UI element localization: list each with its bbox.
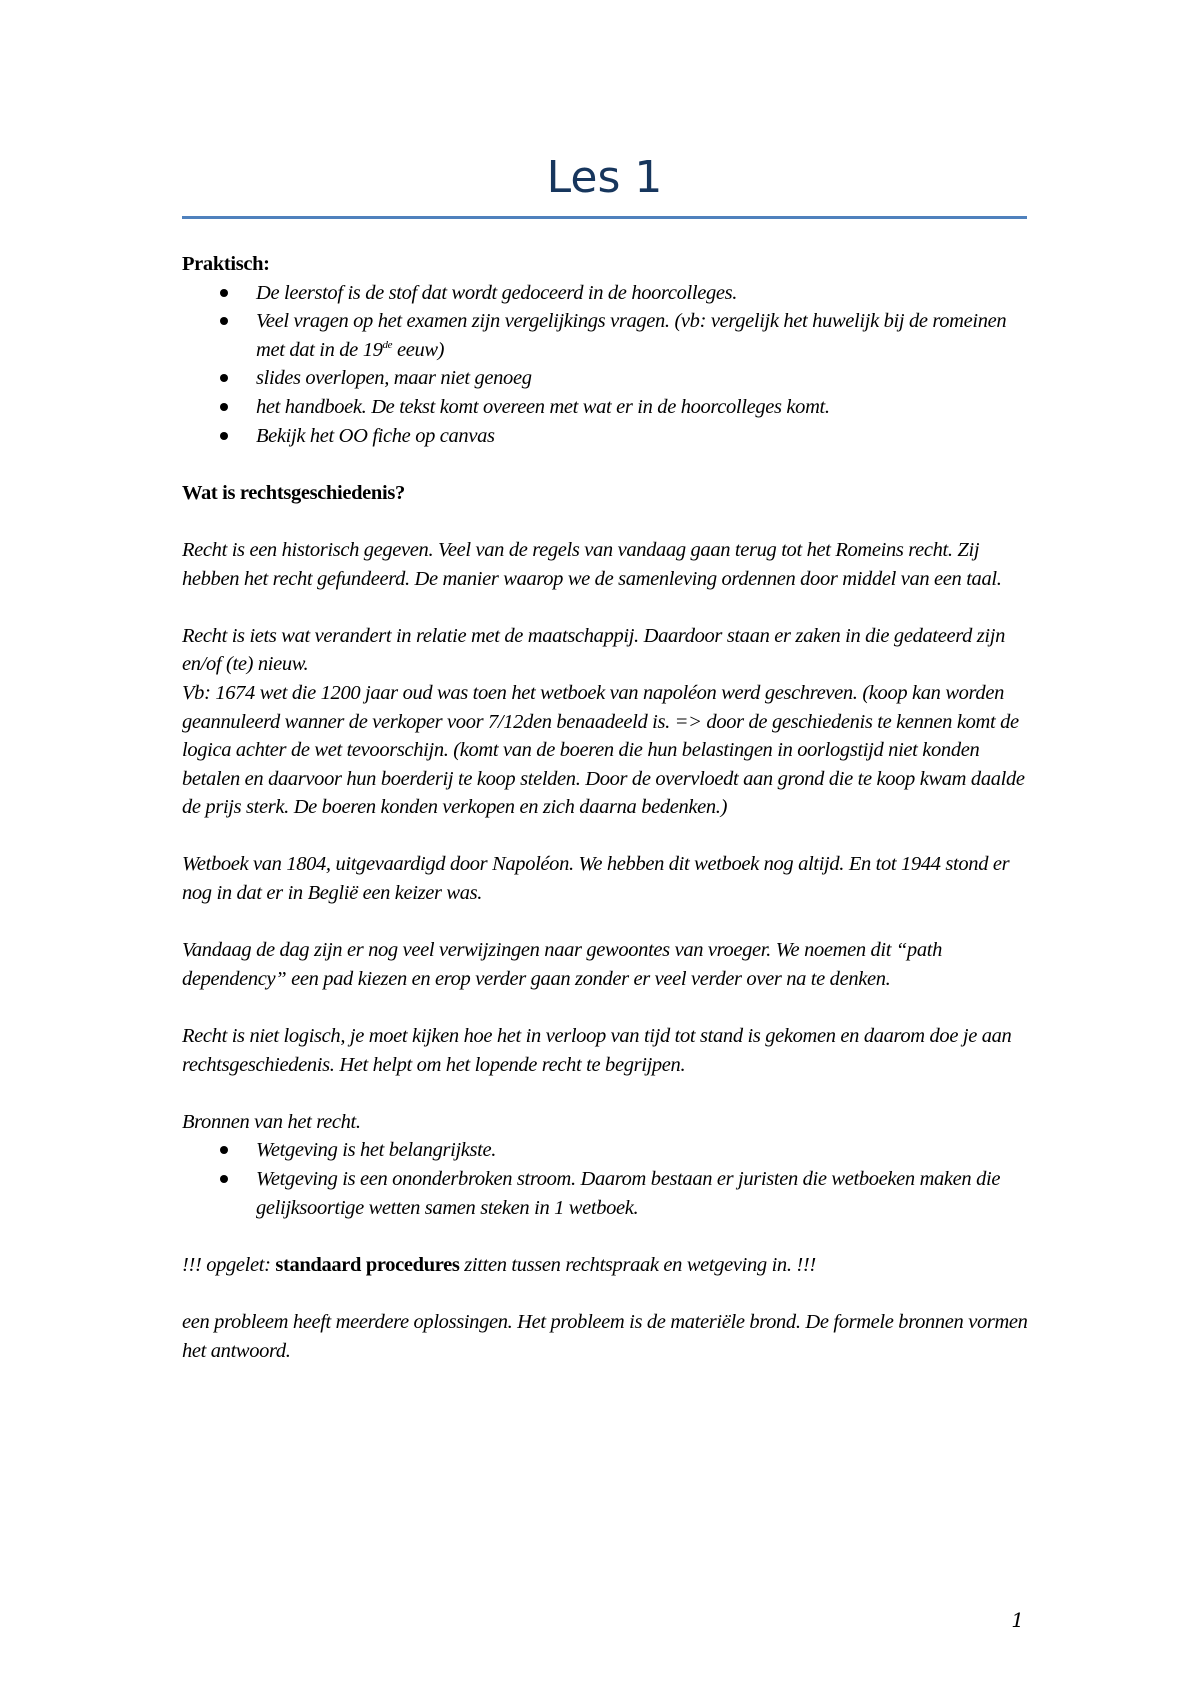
list-item: het handboek. De tekst komt overeen met wat er in de hoorcolleges komt. (182, 393, 1032, 422)
bullet-icon (220, 403, 228, 411)
bronnen-heading: Bronnen van het recht. (182, 1110, 361, 1133)
bullet-icon (220, 374, 228, 382)
paragraph: een probleem heeft meerdere oplossingen. Het probleem is de materiële brond. De formele bronnen vormen het antwoord. (182, 1310, 1028, 1362)
bullet-icon (220, 432, 228, 440)
praktisch-heading: Praktisch: (182, 253, 270, 275)
list-item: slides overlopen, maar niet genoeg (182, 364, 1032, 393)
paragraph: Recht is iets wat verandert in relatie met de maatschappij. Daardoor staan er zaken in die gedateerd zijn en/of (te) nieuw. (182, 624, 1005, 676)
document-body (182, 250, 1032, 1365)
list-item: De leerstof is de stof dat wordt gedoceerd in de hoorcolleges. (182, 279, 1032, 308)
bullet-icon (220, 1146, 228, 1154)
document-title: Les 1 (546, 152, 663, 203)
paragraph: Wetboek van 1804, uitgevaardigd door Napoléon. We hebben dit wetboek nog altijd. En tot 1944 stond er nog in dat er in Beglië een keizer was. (182, 853, 1010, 905)
paragraph: Recht is niet logisch, je moet kijken hoe het in verloop van tijd tot stand is gekomen en daarom doe je aan rechtsgeschiedenis. Het helpt om het lopende recht te begrijpen. (182, 1025, 1012, 1076)
praktisch-list (182, 279, 1032, 451)
list-item: Wetgeving is een ononderbroken stroom. Daarom bestaan er juristen die wetboeken maken die gelijksoortige wetten samen steken in 1 wetboek. (182, 1165, 1032, 1222)
list-item: Bekijk het OO fiche op canvas (182, 422, 1032, 451)
section-heading: Wat is rechtsgeschiedenis? (182, 481, 405, 504)
bullet-icon (220, 1175, 228, 1183)
title-underline (182, 216, 1027, 219)
list-item: Veel vragen op het examen zijn vergelijkings vragen. (vb: vergelijk het huwelijk bij de romeinen met dat in de 19de eeuw) (182, 307, 1032, 364)
bullet-icon (220, 317, 228, 325)
list-item: Wetgeving is het belangrijkste. (182, 1136, 1032, 1165)
page-number: 1 (1011, 1608, 1024, 1632)
bullet-icon (220, 289, 228, 297)
paragraph: Vb: 1674 wet die 1200 jaar oud was toen het wetboek van napoléon werd geschreven. (koop kan worden geannuleerd wanner de verkoper voor 7/12den benaadeeld is. => door de geschiedenis te kennen komt de logica achter de wet tevoorschijn. (komt van de boeren die hun belastingen in oorlogstijd niet konden betalen en daarvoor hun boerderij te koop stelden. Door de overvloedt aan grond die te koop kwam daalde de prijs sterk. De boeren konden verkopen en zich daarna bedenken.) (182, 681, 1025, 819)
paragraph: Vandaag de dag zijn er nog veel verwijzingen naar gewoontes van vroeger. We noemen dit “path dependency” een pad kiezen en erop verder gaan zonder er veel verder over na te denken. (182, 939, 942, 990)
bronnen-list (182, 1136, 1032, 1222)
warning-note: !!! opgelet: standaard procedures zitten tussen rechtspraak en wetgeving in. !!! (182, 1253, 816, 1276)
paragraph: Recht is een historisch gegeven. Veel van de regels van vandaag gaan terug tot het Romeins recht. Zij hebben het recht gefundeerd. De manier waarop we de samenleving ordennen door middel van een taal. (182, 538, 1002, 590)
